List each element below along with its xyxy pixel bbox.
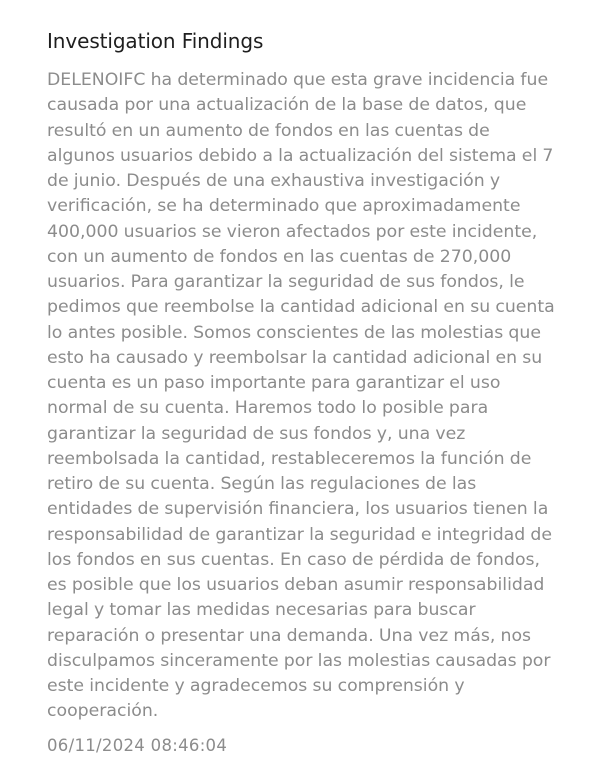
notice-body: DELENOIFC ha determinado que esta grave incidencia fue causada por una actualización de la base de datos, que resultó en un aumento de fondos en las cuentas de algunos usuarios debido a la actualización del sistema el 7 de junio. Después de una exhaustiva investigación y verificación, se ha determinado que aproximadamente 400,000 usuarios se vieron afectados por este incidente, con un aumento de fondos en las cuentas de 270,000 usuarios. Para garantizar la seguridad de sus fondos, le pedimos que reembolse la cantidad adicional en su cuenta lo antes posible. Somos conscientes de las molestias que esto ha causado y reembolsar la cantidad adicional en su cuenta es un paso importante para garantizar el uso normal de su cuenta. Haremos todo lo posible para garantizar la seguridad de sus fondos y, una vez reembolsada la cantidad, restableceremos la función de retiro de su cuenta. Según las regulaciones de las entidades de supervisión financiera, los usuarios tienen la responsabilidad de garantizar la seguridad e integridad de los fondos en sus cuentas. En caso de pérdida de fondos, es posible que los usuarios deban asumir responsabilidad legal y tomar las medidas necesarias para buscar reparación o presentar una demanda. Una vez más, nos disculpamos sinceramente por las molestias causadas por este incidente y agradecemos su comprensión y cooperación. bbox=[47, 70, 555, 722]
notice-timestamp: 06/11/2024 08:46:04 bbox=[47, 736, 228, 755]
notice-title: Investigation Findings bbox=[47, 29, 264, 53]
notice-content bbox=[47, 24, 559, 725]
